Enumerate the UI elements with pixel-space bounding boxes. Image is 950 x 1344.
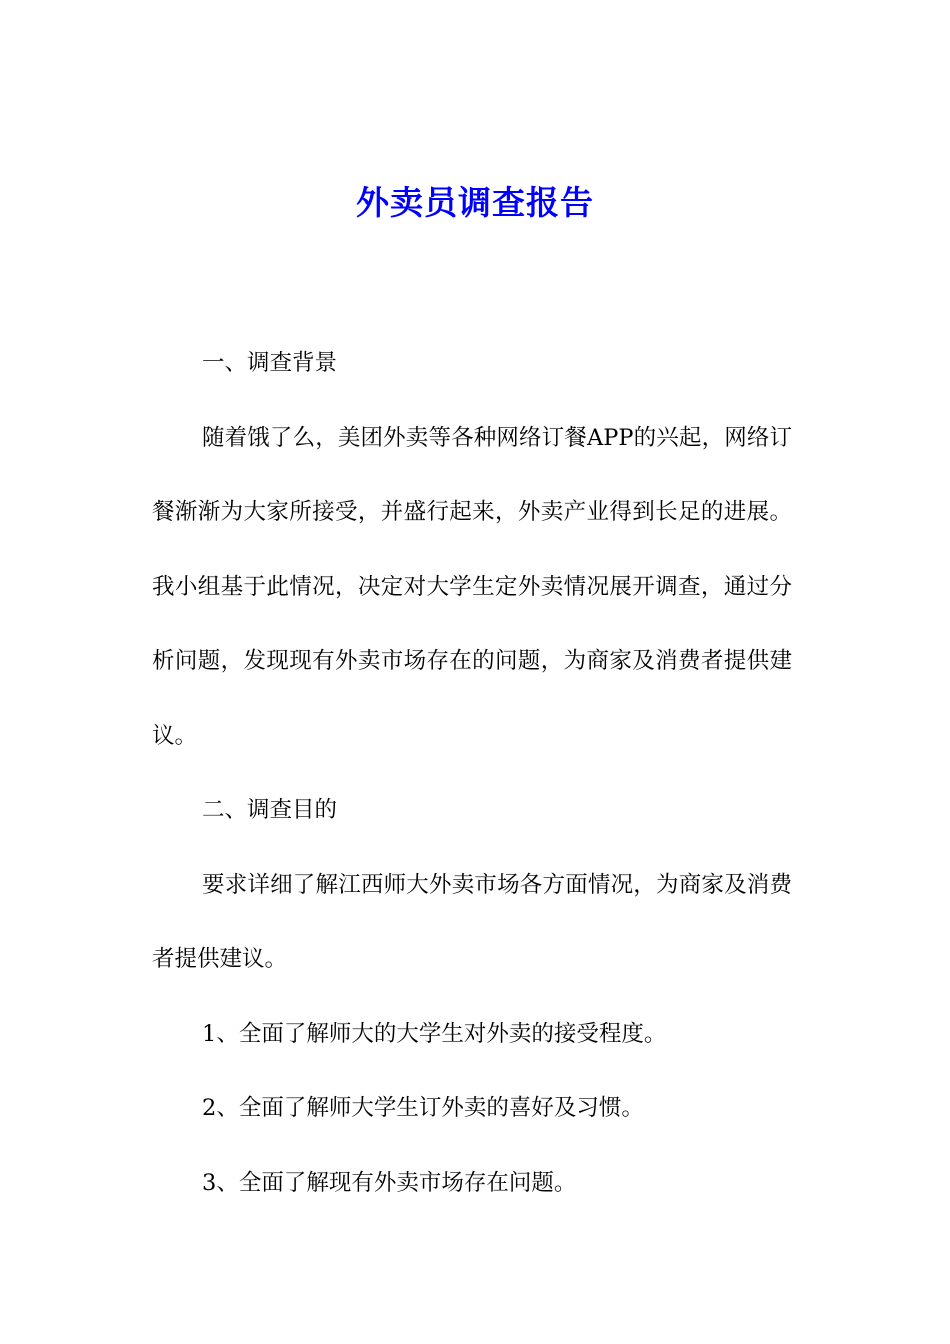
goal-item-1: 1、全面了解师大的大学生对外卖的接受程度。 — [202, 1020, 667, 1047]
paragraph-background: 随着饿了么，美团外卖等各种网络订餐APP的兴起，网络订餐渐渐为大家所接受，并盛行起来，外卖产业得到长足的进展。我小组基于此情况，决定对大学生定外卖情况展开调查，通过分析问题，发现现有外卖市场存在的问题，为商家及消费者提供建议。 — [152, 424, 792, 749]
paragraph-purpose: 要求详细了解江西师大外卖市场各方面情况，为商家及消费者提供建议。 — [152, 871, 792, 972]
goal-item-2: 2、全面了解师大学生订外卖的喜好及习惯。 — [202, 1095, 644, 1121]
section-heading-purpose: 二、调查目的 — [202, 797, 338, 823]
section-heading-background: 一、调查背景 — [202, 350, 338, 376]
document-title: 外卖员调查报告 — [356, 183, 594, 222]
document-body — [152, 326, 792, 1220]
goal-item-3: 3、全面了解现有外卖市场存在问题。 — [202, 1169, 577, 1196]
